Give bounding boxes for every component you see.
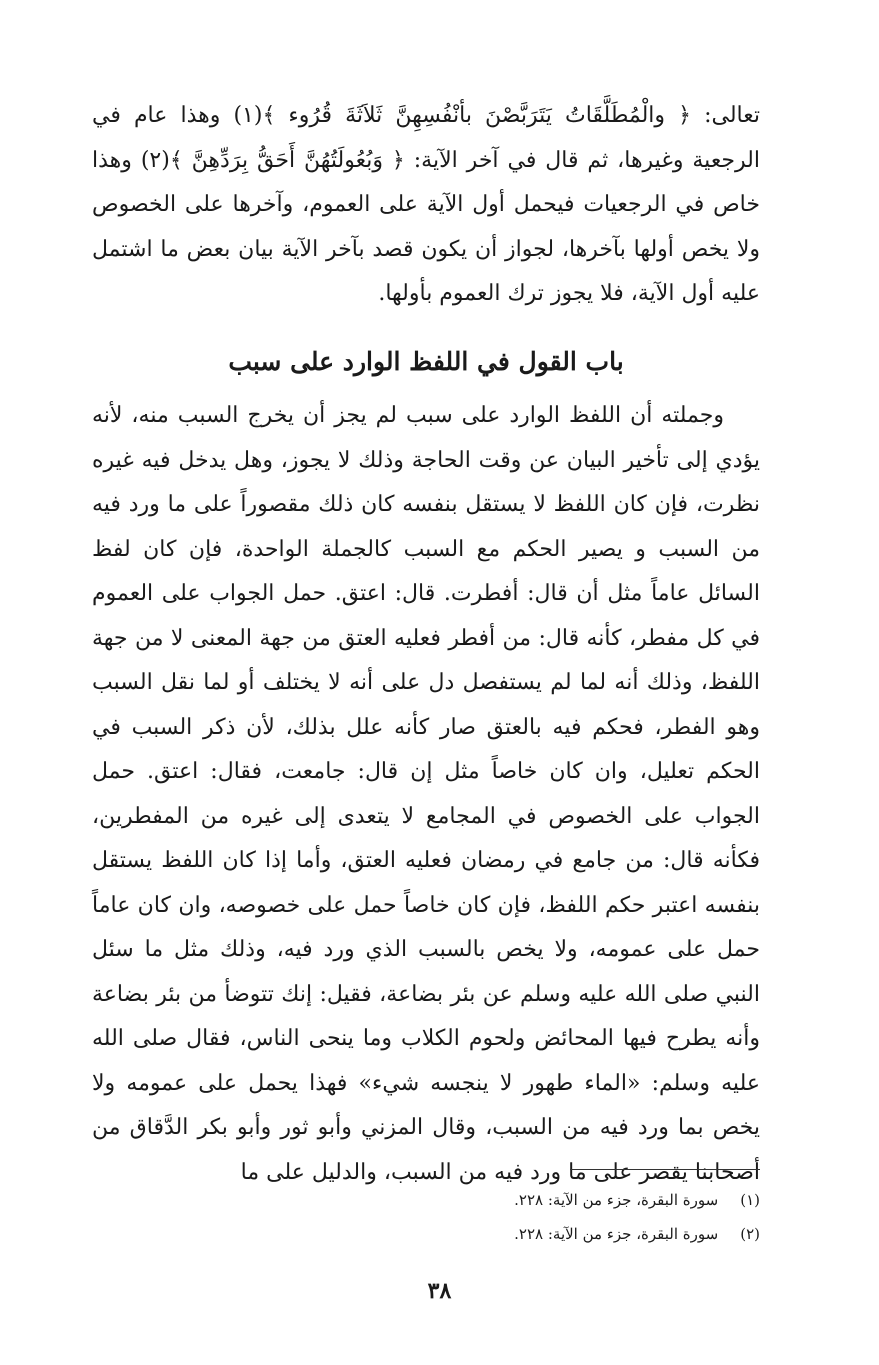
footnote-divider — [570, 1169, 760, 1170]
footnote-number: (٢) — [740, 1225, 760, 1243]
footnote-number: (١) — [740, 1191, 760, 1209]
footnotes — [400, 1183, 760, 1251]
top-paragraph: تعالى: ﴿ والْمُطَلَّقَاتُ يَتَرَبَّصْنَ بأنْفُسِهِنَّ ثَلاَثَةَ قُرُوء ﴾(١) وهذا عام في الرجعية وغيرها، ثم قال في آخر الآية: ﴿ وَبُعُولَتُهُنَّ أَحَقُّ بِرَدِّهِنَّ ﴾(٢) وهذا خاص في الرجعيات فيحمل أول الآية على العموم، وآخرها على الخصوص ولا يخص أولها بآخرها، لجواز أن يكون قصد بآخر الآية بيان بعض ما اشتمل عليه أول الآية، فلا يجوز ترك العموم بأولها. — [92, 103, 760, 306]
main-paragraph: وجملته أن اللفظ الوارد على سبب لم يجز أن يخرج السبب منه، لأنه يؤدي إلى تأخير البيان عن وقت الحاجة وذلك لا يجوز، وهل يدخل فيه غيره نظرت، فإن كان اللفظ لا يستقل بنفسه كان ذلك مقصوراً على ما ورد فيه من السبب و يصير الحكم مع السبب كالجملة الواحدة، فإن كان لفظ السائل عاماً مثل أن قال: أفطرت. قال: اعتق. حمل الجواب على العموم في كل مفطر، كأنه قال: من أفطر فعليه العتق من جهة المعنى لا من جهة اللفظ، وذلك أنه لما لم يستفصل دل على أنه لا يختلف أو لما نقل السبب وهو الفطر، فحكم فيه بالعتق صار كأنه علل بذلك، لأن ذكر السبب في الحكم تعليل، وان كان خاصاً مثل إن قال: جامعت، فقال: اعتق. حمل الجواب على الخصوص في المجامع لا يتعدى إلى غيره من المفطرين، فكأنه قال: من جامع في رمضان فعليه العتق، وأما إذا كان اللفظ يستقل بنفسه اعتبر حكم اللفظ، فإن كان خاصاً حمل على خصوصه، وان كان عاماً حمل على عمومه، ولا يخص بالسبب الذي ورد فيه، وذلك مثل ما سئل النبي صلى الله عليه وسلم عن بئر بضاعة، فقيل: إنك تتوضأ من بئر بضاعة وأنه يطرح فيها المحائض ولحوم الكلاب وما ينحى الناس، فقال صلى الله عليه وسلم: «الماء طهور لا ينجسه شيء» فهذا يحمل على عمومه ولا يخص بما ورد فيه من السبب، وقال المزني وأبو ثور وأبو بكر الدَّقاق من أصحابنا يقصر على ما ورد فيه من السبب، والدليل على ما — [92, 403, 761, 1185]
footnote-text: سورة البقرة، جزء من الآية: ٢٢٨. — [514, 1191, 719, 1209]
page-number: ٣٨ — [427, 1278, 452, 1304]
section-heading: باب القول في اللفظ الوارد على سبب — [228, 347, 624, 376]
footnote-text: سورة البقرة، جزء من الآية: ٢٢٨. — [514, 1225, 719, 1243]
footnote-2 — [400, 1217, 760, 1251]
footnote-1 — [400, 1183, 760, 1217]
